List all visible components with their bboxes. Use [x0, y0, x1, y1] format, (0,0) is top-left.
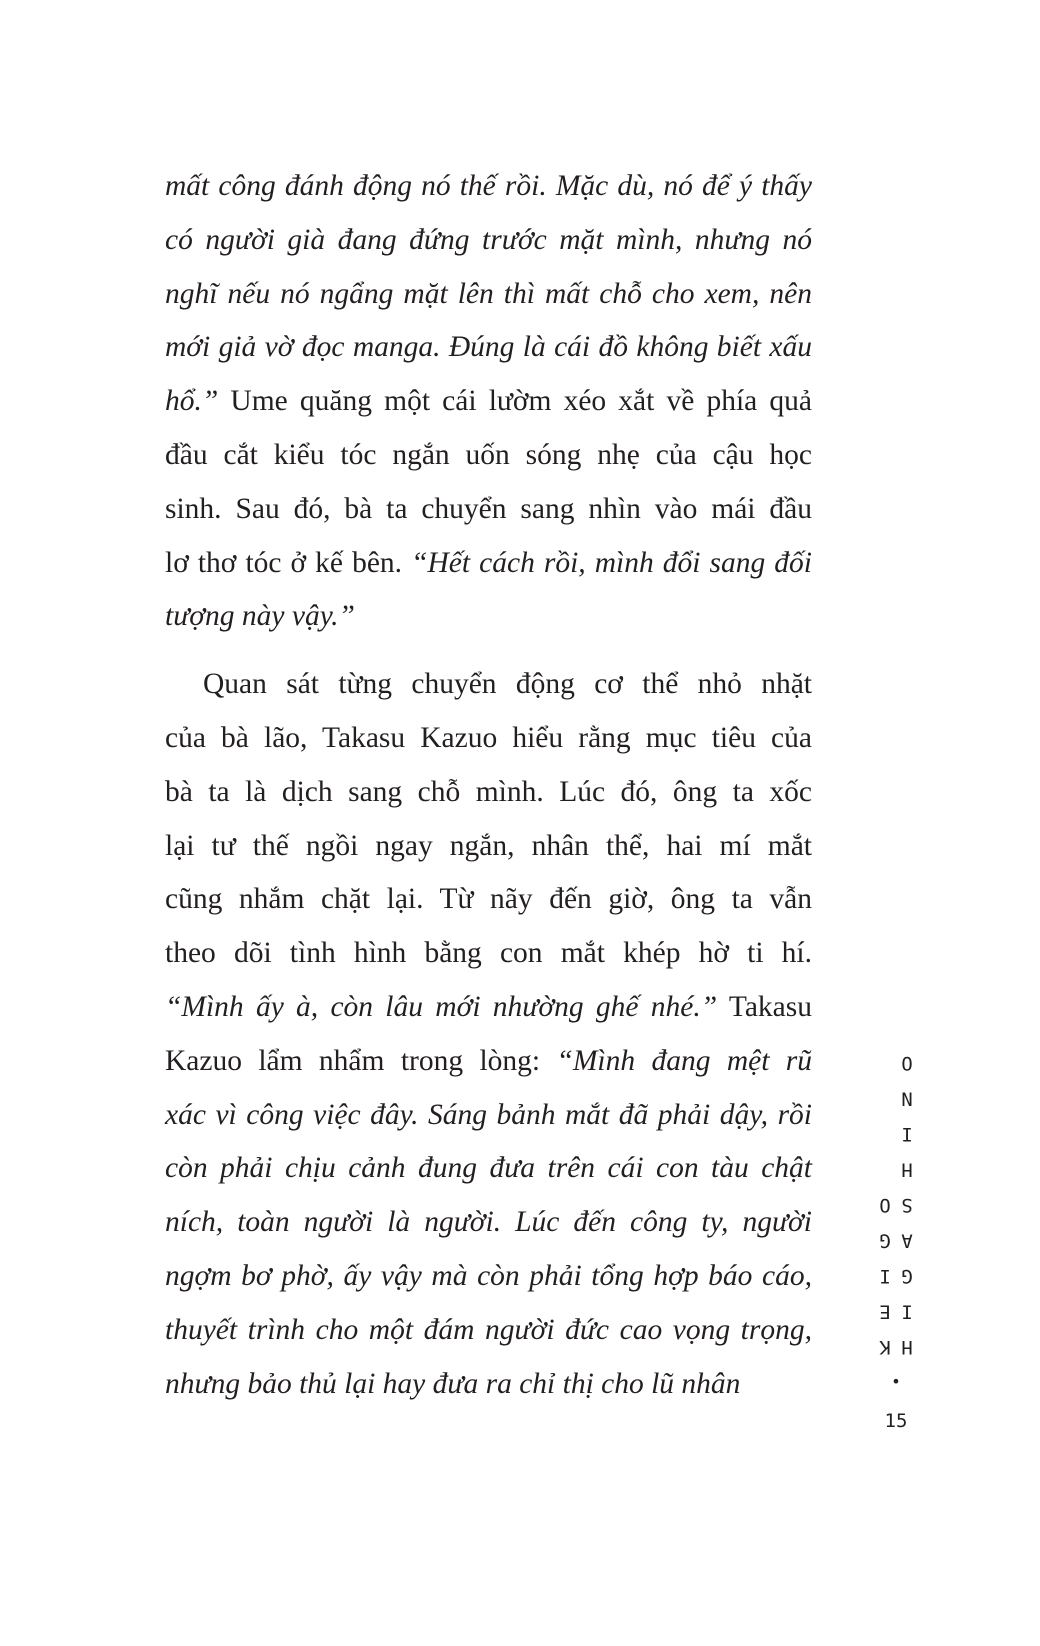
italic-text: xác vì công việc đây. Sáng bảnh mắt đã phải dậy, rồi: [165, 1098, 812, 1131]
text: bà ta là dịch sang chỗ mình. Lúc đó, ông ta xốc: [165, 775, 812, 808]
text: cũng nhắm chặt lại. Từ nãy đến giờ, ông ta vẫn: [165, 883, 812, 916]
text-line: [165, 772, 812, 826]
text-line: [165, 274, 812, 328]
text-line: [165, 489, 812, 543]
text-line: [165, 166, 812, 220]
text-line: [165, 987, 812, 1041]
italic-text: ngợm bơ phờ, ấy vậy mà còn phải tổng hợp báo cáo,: [165, 1259, 812, 1292]
text-line: [165, 381, 812, 435]
text-line: [165, 327, 812, 381]
text-line: [165, 1095, 812, 1149]
text-line: [165, 1041, 812, 1095]
italic-text: còn phải chịu cảnh đung đưa trên cái con tàu chật: [165, 1152, 812, 1185]
text-line: [165, 664, 812, 718]
page-number: 15: [884, 1410, 908, 1432]
paragraph: [165, 166, 812, 650]
text: Kazuo lẩm nhẩm trong lòng:: [165, 1044, 557, 1077]
header-separator: •: [891, 1372, 901, 1391]
italic-text: “Hết cách rồi, mình đổi sang đối: [411, 546, 812, 579]
text-line: [165, 1310, 812, 1364]
text: Ume quăng một cái lườm xéo xắt về phía quả: [218, 385, 812, 418]
italic-text: tượng này vậy.”: [165, 600, 355, 633]
text-line: [165, 1202, 812, 1256]
text-line: [165, 596, 812, 650]
body-text: [165, 166, 812, 1417]
text: lại tư thế ngồi ngay ngắn, nhân thể, hai mí mắt: [165, 829, 812, 862]
italic-text: hổ.”: [165, 385, 219, 418]
italic-text: “Mình đang mệt rũ: [556, 1044, 812, 1077]
running-header-author: KEIGO HIGASHINO: [874, 1038, 918, 1358]
text: Takasu: [717, 990, 812, 1023]
text-line: [165, 718, 812, 772]
text: đầu cắt kiểu tóc ngắn uốn sóng nhẹ của cậu học: [165, 438, 812, 471]
italic-text: có người già đang đứng trước mặt mình, nhưng nó: [165, 223, 812, 256]
paragraph-gap: [165, 650, 812, 664]
text-line: [165, 933, 812, 987]
paragraph: [165, 664, 812, 1417]
italic-text: nhưng bảo thủ lại hay đưa ra chỉ thị cho lũ nhân: [165, 1367, 741, 1400]
text-line: [165, 1256, 812, 1310]
text-line: [165, 543, 812, 597]
text-line: [165, 879, 812, 933]
text: lơ thơ tóc ở kế bên.: [165, 546, 412, 579]
text-line: [165, 1148, 812, 1202]
text: Quan sát từng chuyển động cơ thể nhỏ nhặt: [203, 668, 812, 701]
italic-text: mới giả vờ đọc manga. Đúng là cái đồ không biết xấu: [165, 331, 812, 364]
italic-text: “Mình ấy à, còn lâu mới nhường ghế nhé.”: [165, 990, 718, 1023]
italic-text: ních, toàn người là người. Lúc đến công ty, người: [165, 1206, 812, 1239]
text-line: [165, 826, 812, 880]
italic-text: mất công đánh động nó thế rồi. Mặc dù, nó để ý thấy: [165, 170, 812, 202]
italic-text: thuyết trình cho một đám người đức cao vọng trọng,: [165, 1313, 812, 1346]
text: sinh. Sau đó, bà ta chuyển sang nhìn vào mái đầu: [165, 492, 812, 525]
text: theo dõi tình hình bằng con mắt khép hờ ti hí.: [165, 937, 812, 970]
text: của bà lão, Takasu Kazuo hiểu rằng mục tiêu của: [165, 721, 812, 754]
italic-text: nghĩ nếu nó ngẩng mặt lên thì mất chỗ cho xem, nên: [165, 277, 812, 310]
text-line: [165, 435, 812, 489]
text-line: [165, 1364, 812, 1418]
text-line: [165, 220, 812, 274]
